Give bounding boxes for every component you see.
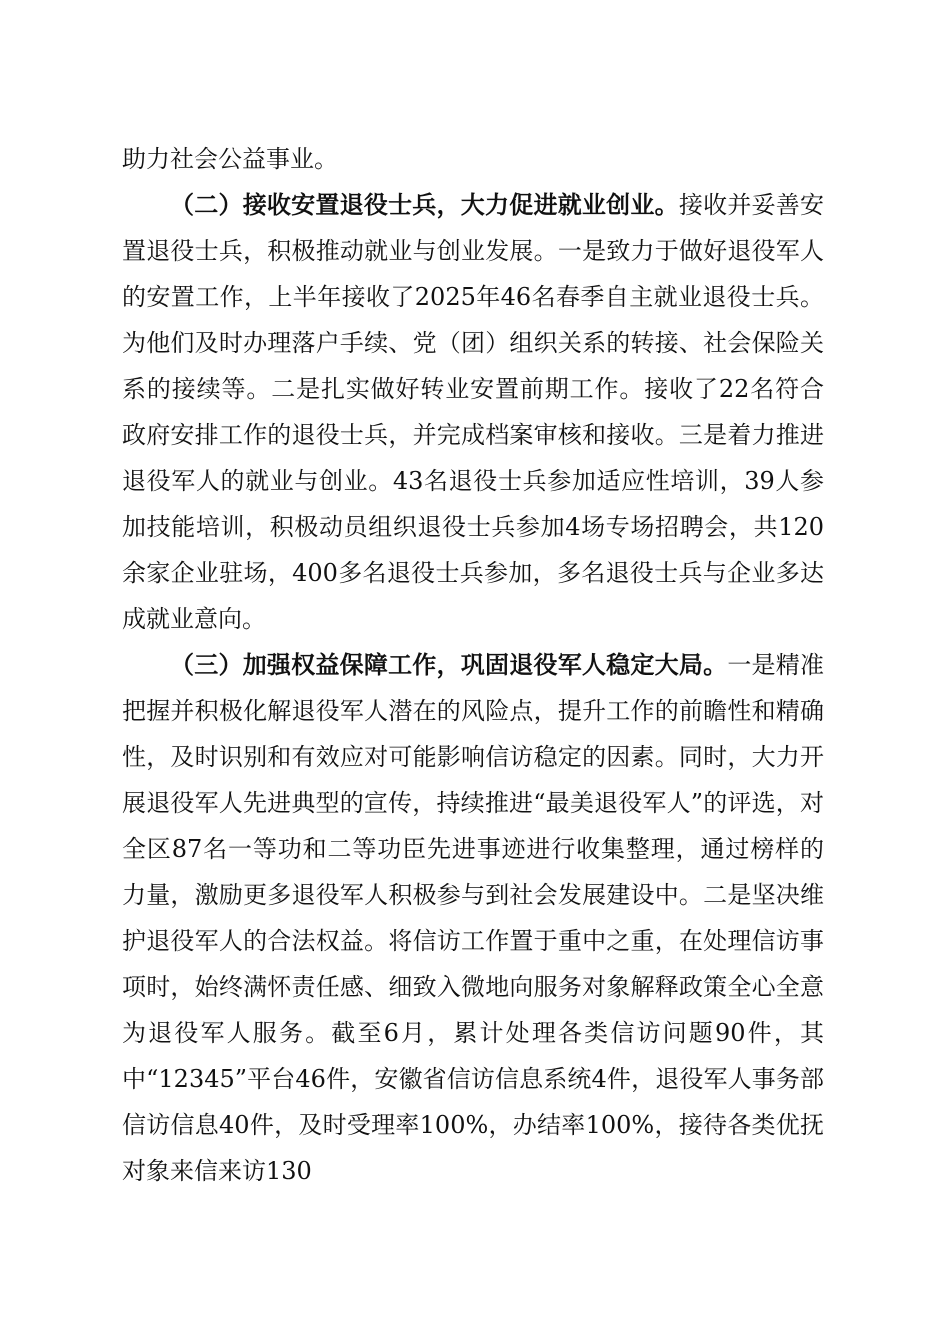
paragraph-section-three bbox=[122, 642, 824, 1194]
paragraph-text: 助力社会公益事业。 bbox=[122, 145, 338, 173]
paragraph-text: 接收并妥善安置退役士兵，积极推动就业与创业发展。一是致力于做好退役军人的安置工作，上半年接收了2025年46名春季自主就业退役士兵。为他们及时办理落户手续、党（团）组织关系的转接、社会保险关系的接续等。二是扎实做好转业安置前期工作。接收了22名符合政府安排工作的退役士兵，并完成档案审核和接收。三是着力推进退役军人的就业与创业。43名退役士兵参加适应性培训，39人参加技能培训，积极动员组织退役士兵参加4场专场招聘会，共120余家企业驻场，400多名退役士兵参加，多名退役士兵与企业多达成就业意向。 bbox=[122, 191, 825, 633]
paragraph-continuation bbox=[122, 136, 824, 182]
section-heading: （三）加强权益保障工作，巩固退役军人稳定大局。 bbox=[170, 650, 728, 679]
paragraph-section-two bbox=[122, 182, 824, 642]
document-body bbox=[122, 136, 824, 1194]
paragraph-text: 一是精准把握并积极化解退役军人潜在的风险点，提升工作的前瞻性和精确性，及时识别和有效应对可能影响信访稳定的因素。同时，大力开展退役军人先进典型的宣传，持续推进“最美退役军人”的评选，对全区87名一等功和二等功臣先进事迹进行收集整理，通过榜样的力量，激励更多退役军人积极参与到社会发展建设中。二是坚决维护退役军人的合法权益。将信访工作置于重中之重，在处理信访事项时，始终满怀责任感、细致入微地向服务对象解释政策全心全意为退役军人服务。截至6月，累计处理各类信访问题90件，其中“12345”平台46件，安徽省信访信息系统4件，退役军人事务部信访信息40件，及时受理率100%，办结率100%，接待各类优抚对象来信来访130 bbox=[122, 651, 825, 1185]
section-heading: （二）接收安置退役士兵，大力促进就业创业。 bbox=[170, 190, 679, 219]
